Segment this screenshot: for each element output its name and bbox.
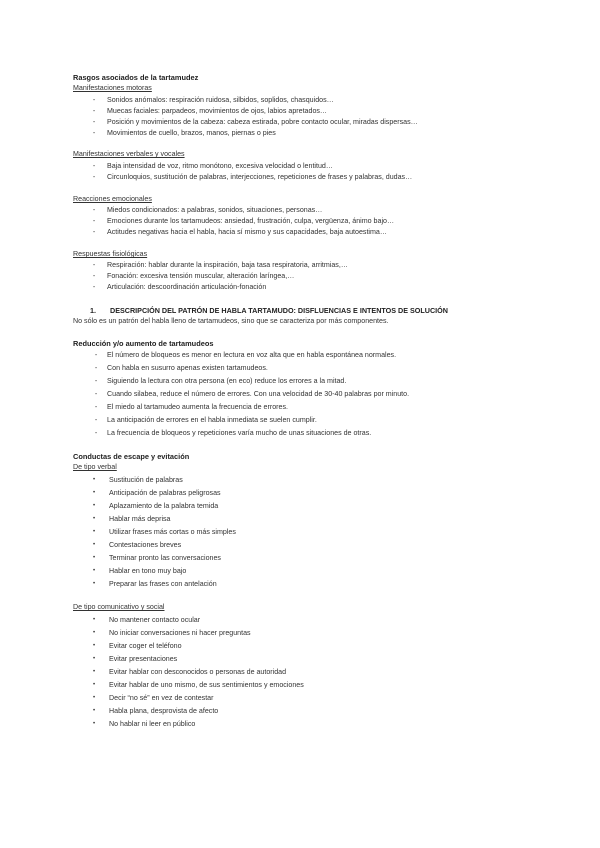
subheading-verbales: Manifestaciones verbales y vocales [73,150,185,158]
dash-marker: - [94,364,98,372]
list-item-text: Muecas faciales: parpadeos, movimientos de ojos, labios apretados… [107,107,328,115]
dash-marker: - [92,272,96,280]
subheading-motoras: Manifestaciones motoras [73,84,152,92]
section-intro: No sólo es un patrón del habla lleno de tartamudeos, sino que se caracteriza por más componentes. [73,317,389,325]
list-item-text: Utilizar frases más cortas o más simples [109,528,236,536]
list-item-text: Hablar más deprisa [109,515,171,523]
list-item-text: Posición y movimientos de la cabeza: cabeza estirada, pobre contacto ocular, miradas dispersas… [107,118,418,126]
list-item-text: Emociones durante los tartamudeos: ansiedad, frustración, culpa, vergüenza, ánimo bajo… [107,217,395,225]
bullet-marker: • [92,567,96,574]
subheading-verbal: De tipo verbal [73,463,117,471]
bullet-marker: • [92,489,96,496]
dash-marker: - [92,173,96,181]
subheading-emocionales: Reacciones emocionales [73,195,152,203]
section-number: 1. [90,306,96,315]
section-title-reduccion: Reducción y/o aumento de tartamudeos [73,339,214,348]
dash-marker: - [94,416,98,424]
bullet-marker: • [92,629,96,636]
bullet-marker: • [92,554,96,561]
dash-marker: - [94,390,98,398]
list-item-text: Anticipación de palabras peligrosas [109,489,221,497]
list-item-text: Contestaciones breves [109,541,182,549]
list-item-text: Preparar las frases con antelación [109,580,217,588]
section-title-descripcion: DESCRIPCIÓN DEL PATRÓN DE HABLA TARTAMUDO: DISFLUENCIAS E INTENTOS DE SOLUCIÓN [110,306,448,315]
list-item-text: La anticipación de errores en el habla inmediata se suelen cumplir. [107,416,317,424]
list-item-text: Con habla en susurro apenas existen tartamudeos. [107,364,268,372]
dash-marker: - [92,96,96,104]
list-item-text: Aplazamiento de la palabra temida [109,502,219,510]
list-item-text: Terminar pronto las conversaciones [109,554,221,562]
dash-marker: - [92,217,96,225]
subheading-fisiologicas: Respuestas fisiológicas [73,250,148,258]
bullet-marker: • [92,528,96,535]
list-item-text: Articulación: descoordinación articulación-fonación [107,283,267,291]
bullet-marker: • [92,655,96,662]
bullet-marker: • [92,515,96,522]
list-item-text: Miedos condicionados: a palabras, sonidos, situaciones, personas… [107,206,323,214]
bullet-marker: • [92,720,96,727]
bullet-marker: • [92,476,96,483]
dash-marker: - [92,107,96,115]
list-item-text: No hablar ni leer en público [109,720,196,728]
section-title-rasgos: Rasgos asociados de la tartamudez [73,73,199,82]
list-item-text: Evitar hablar de uno mismo, de sus sentimientos y emociones [109,681,304,689]
list-item-text: No mantener contacto ocular [109,616,201,624]
dash-marker: - [92,118,96,126]
dash-marker: - [92,129,96,137]
list-item-text: Actitudes negativas hacia el habla, hacia sí mismo y sus capacidades, baja autoestima… [107,228,387,236]
list-item-text: Movimientos de cuello, brazos, manos, piernas o pies [107,129,276,137]
list-item-text: No iniciar conversaciones ni hacer preguntas [109,629,251,637]
list-item-text: Cuando silabea, reduce el número de errores. Con una velocidad de 30-40 palabras por minuto. [107,390,410,398]
dash-marker: - [94,403,98,411]
list-item-text: Evitar coger el teléfono [109,642,182,650]
bullet-marker: • [92,642,96,649]
list-item-text: Habla plana, desprovista de afecto [109,707,219,715]
bullet-marker: • [92,616,96,623]
bullet-marker: • [92,502,96,509]
dash-marker: - [92,162,96,170]
dash-marker: - [92,283,96,291]
list-item-text: Sustitución de palabras [109,476,183,484]
list-item-text: Respiración: hablar durante la inspiración, baja tasa respiratoria, arritmias,… [107,261,348,269]
bullet-marker: • [92,681,96,688]
dash-marker: - [92,228,96,236]
dash-marker: - [92,261,96,269]
dash-marker: - [92,206,96,214]
dash-marker: - [94,377,98,385]
dash-marker: - [94,429,98,437]
list-item-text: El número de bloqueos es menor en lectura en voz alta que en habla espontánea normales. [107,351,397,359]
list-item-text: La frecuencia de bloqueos y repeticiones varía mucho de unas situaciones de otras. [107,429,372,437]
subheading-comunicativo: De tipo comunicativo y social [73,603,165,611]
list-item-text: Sonidos anómalos: respiración ruidosa, silbidos, soplidos, chasquidos… [107,96,334,104]
list-item-text: Evitar presentaciones [109,655,178,663]
list-item-text: El miedo al tartamudeo aumenta la frecuencia de errores. [107,403,288,411]
list-item-text: Baja intensidad de voz, ritmo monótono, excesiva velocidad o lentitud… [107,162,333,170]
list-item-text: Siguiendo la lectura con otra persona (en eco) reduce los errores a la mitad. [107,377,347,385]
list-item-text: Hablar en tono muy bajo [109,567,187,575]
bullet-marker: • [92,694,96,701]
list-item-text: Circunloquios, sustitución de palabras, interjecciones, repeticiones de frases y palabras, dudas… [107,173,413,181]
list-item-text: Evitar hablar con desconocidos o personas de autoridad [109,668,287,676]
dash-marker: - [94,351,98,359]
list-item-text: Fonación: excesiva tensión muscular, alteración laríngea,… [107,272,295,280]
bullet-marker: • [92,707,96,714]
bullet-marker: • [92,541,96,548]
section-title-conductas: Conductas de escape y evitación [73,452,190,461]
bullet-marker: • [92,580,96,587]
list-item-text: Decir “no sé” en vez de contestar [109,694,214,702]
bullet-marker: • [92,668,96,675]
